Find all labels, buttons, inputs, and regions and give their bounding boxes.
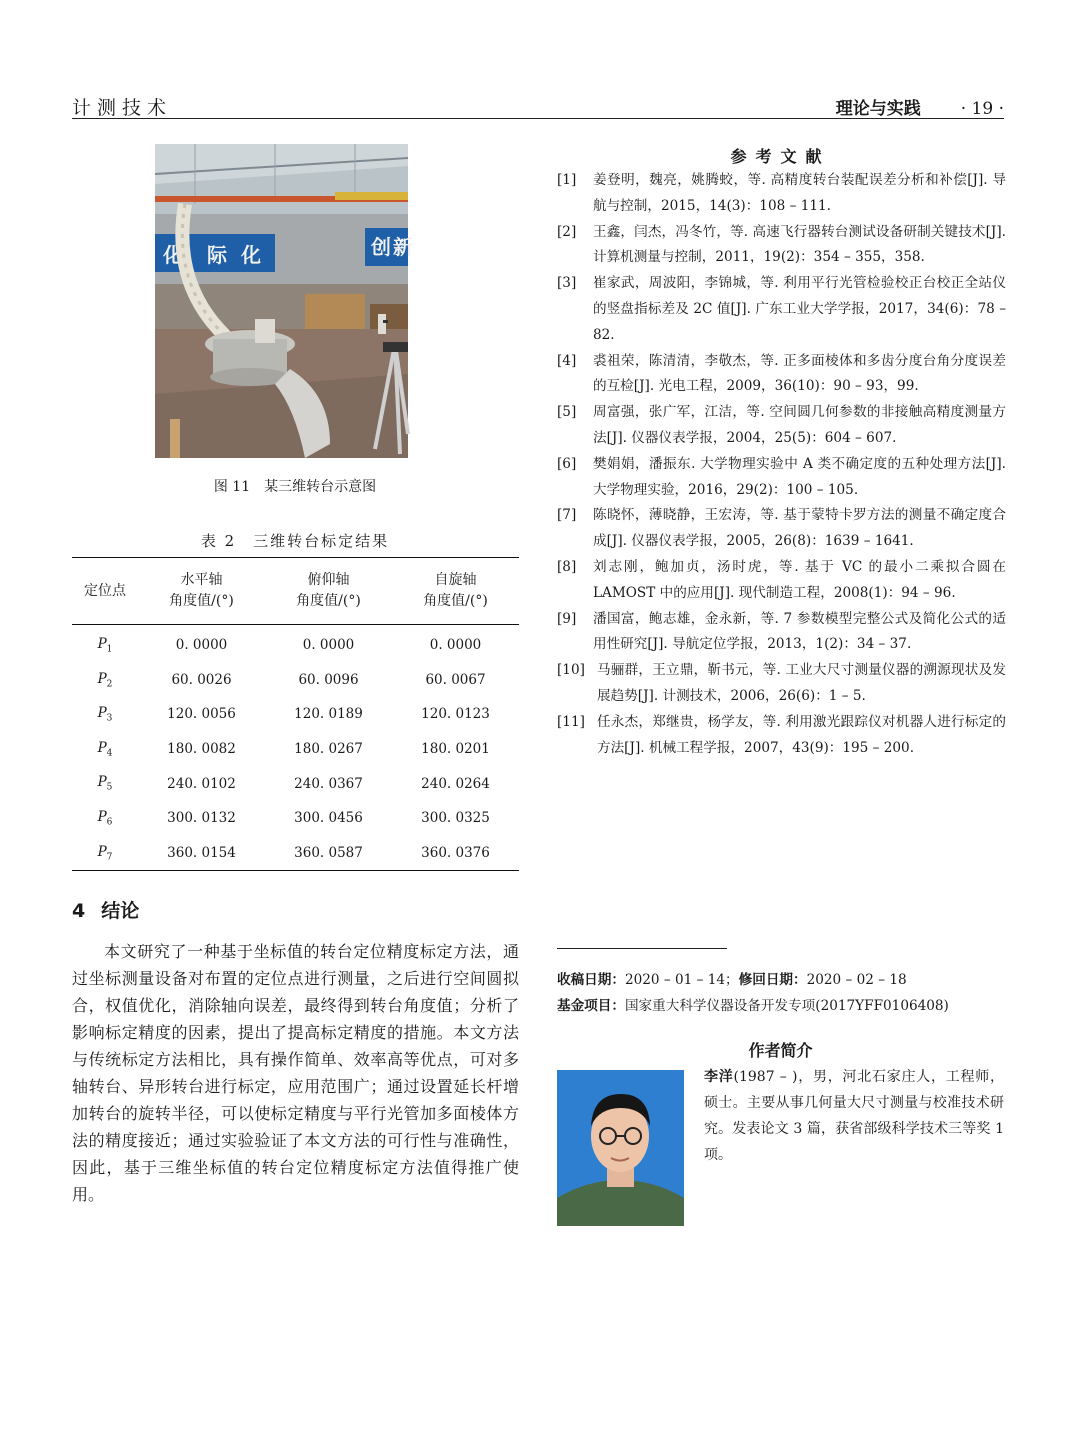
point-cell: $P_4$ [97, 739, 113, 759]
sign-char-1: 化 [163, 243, 183, 267]
value-cell: 240. 0264 [421, 775, 490, 792]
page-number: · 19 · [960, 99, 1004, 119]
section-title: 结论 [101, 900, 140, 922]
value-cell: 300. 0456 [294, 810, 363, 827]
section-heading-conclusion [72, 896, 139, 923]
author-photo [557, 1070, 684, 1226]
point-cell: $P_5$ [97, 774, 113, 794]
value-cell: 360. 0587 [294, 844, 363, 861]
col-header-horizontal: 水平轴 角度值/(°) [169, 572, 234, 609]
reference-item: [1] 姜登明，魏亮，姚腾蛟，等. 高精度转台装配误差分析和补偿[J]. 导航与控制，2015，14(3)：108 – 111. [557, 172, 1006, 214]
sign-char-5: 新 [393, 235, 413, 259]
col-header-pitch: 俯仰轴 角度值/(°) [296, 572, 361, 609]
value-cell: 60. 0067 [425, 671, 486, 688]
value-cell: 360. 0376 [421, 844, 490, 861]
author-heading: 作者简介 [748, 1041, 813, 1060]
reference-item: [4] 裘祖荣，陈清清，李敬杰，等. 正多面棱体和多齿分度台角分度误差的互检[J]. 光电工程，2009，36(10)：90 – 93，99. [557, 352, 1006, 395]
table-row [72, 836, 519, 871]
dates-line: 收稿日期：2020 – 01 – 14；修回日期：2020 – 02 – 18 [557, 972, 907, 988]
table-row [72, 697, 519, 732]
references-list [557, 168, 1006, 761]
sign-char-3: 化 [241, 243, 261, 267]
journal-name: 计测技术 [72, 97, 173, 119]
point-cell: $P_6$ [97, 808, 113, 828]
footnote-rule [557, 948, 727, 949]
col-header-point: 定位点 [84, 582, 126, 599]
calibration-results-table [72, 557, 519, 871]
sign-char-4: 创 [371, 235, 391, 259]
point-cell: $P_2$ [97, 670, 113, 690]
reference-item: [3] 崔家武，周波阳，李锦城，等. 利用平行光管检验校正台校正全站仪的竖盘指标差及 2C 值[J]. 广东工业大学学报，2017，34(6)：78 – 82. [557, 275, 1006, 343]
table-row [72, 801, 519, 836]
value-cell: 180. 0201 [421, 741, 490, 758]
reference-item: [10] 马骊群，王立鼎，靳书元，等. 工业大尺寸测量仪器的溯源现状及发展趋势[J]. 计测技术，2006，26(6)：1 – 5. [557, 662, 1006, 704]
reference-item: [6] 樊娟娟，潘振东. 大学物理实验中 A 类不确定度的五种处理方法[J]. 大学物理实验，2016，29(2)：100 – 105. [557, 455, 1006, 498]
reference-item: [7] 陈晓怀，薄晓静，王宏涛，等. 基于蒙特卡罗方法的测量不确定度合成[J]. 仪器仪表学报，2005，26(8)：1639 – 1641. [557, 507, 1006, 550]
table-row [72, 732, 519, 767]
reference-item: [2] 王鑫，闫杰，冯冬竹，等. 高速飞行器转台测试设备研制关键技术[J]. 计算机测量与控制，2011，19(2)：354 – 355，358. [557, 223, 1006, 266]
table-row [72, 766, 519, 801]
point-cell: $P_3$ [97, 705, 113, 724]
value-cell: 60. 0096 [298, 671, 359, 688]
sign-char-2: 际 [207, 243, 227, 267]
reference-item: [8] 刘志刚，鲍加贞，汤时虎，等. 基于 VC 的最小二乘拟合圆在 LAMOST 中的应用[J]. 现代制造工程，2008(1)：94 – 96. [557, 558, 1006, 601]
value-cell: 300. 0132 [167, 810, 236, 827]
value-cell: 120. 0189 [294, 706, 363, 723]
header-rule [72, 118, 1004, 119]
references-heading: 参考文献 [730, 147, 831, 166]
figure-turntable-photo [155, 144, 413, 458]
reference-item: [11] 任永杰，郑继贵，杨学友，等. 利用激光跟踪仪对机器人进行标定的方法[J]. 机械工程学报，2007，43(9)：195 – 200. [557, 713, 1006, 756]
conclusion-paragraph: 本文研究了一种基于坐标值的转台定位精度标定方法，通过坐标测量设备对布置的定位点进行测量，之后进行空间圆拟合，权值优化，消除轴向误差，最终得到转台角度值；分析了影响标定精度的因素，提出了提高标定精度的措施。本文方法与传统标定方法相比，具有操作简单、效率高等优点，可对多轴转台、异形转台进行标定，应用范围广；通过设置延长杆增加转台的旋转半径，可以使标定精度与平行光管加多面棱体方法的精度接近；通过实验验证了本文方法的可行性与准确性，因此，基于三维坐标值的转台定位精度标定方法值得推广使用。 [72, 942, 519, 1204]
point-cell: $P_7$ [97, 843, 113, 863]
author-name: 李洋 [704, 1069, 734, 1085]
table-row [72, 663, 519, 698]
value-cell: 120. 0056 [167, 706, 236, 723]
value-cell: 60. 0026 [171, 671, 232, 688]
point-cell: $P_1$ [97, 635, 113, 655]
reference-item: [5] 周富强，张广军，江洁，等. 空间圆几何参数的非接触高精度测量方法[J]. 仪器仪表学报，2004，25(5)：604 – 607. [557, 404, 1006, 446]
table-header-row [72, 558, 519, 625]
value-cell: 0. 0000 [302, 637, 355, 654]
value-cell: 240. 0102 [167, 775, 236, 792]
value-cell: 0. 0000 [175, 637, 228, 654]
value-cell: 120. 0123 [421, 706, 490, 723]
figure-caption: 图 11 某三维转台示意图 [213, 479, 377, 495]
section-number: 4 [72, 900, 86, 922]
fund-line: 基金项目：国家重大科学仪器设备开发专项(2017YFF0106408) [557, 998, 949, 1014]
value-cell: 360. 0154 [167, 844, 236, 861]
value-cell: 0. 0000 [429, 637, 482, 654]
author-bio: 李洋(1987 – )，男，河北石家庄人，工程师，硕士。主要从事几何量大尺寸测量与校准技术研究。发表论文 3 篇，获省部级科学技术三等奖 1 项。 [704, 1069, 1005, 1163]
table-caption: 表 2 三维转台标定结果 [200, 532, 390, 550]
table-row [72, 625, 519, 663]
value-cell: 180. 0082 [167, 741, 236, 758]
value-cell: 240. 0367 [294, 775, 363, 792]
col-header-spin: 自旋轴 角度值/(°) [423, 572, 488, 609]
value-cell: 180. 0267 [294, 741, 363, 758]
column-name: 理论与实践 [835, 99, 921, 119]
reference-item: [9] 潘国富，鲍志雄，金永新，等. 7 参数模型完整公式及简化公式的适用性研究[J]. 导航定位学报，2013，1(2)：34 – 37. [557, 610, 1006, 653]
column-header [836, 94, 1004, 119]
value-cell: 300. 0325 [421, 810, 490, 827]
